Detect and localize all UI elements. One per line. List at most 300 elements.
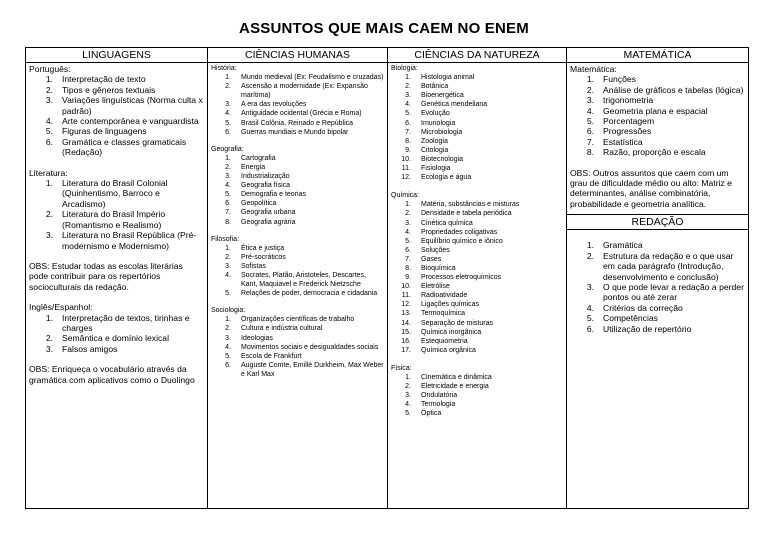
list-item-text: Citologia	[421, 146, 449, 154]
list-item-number: 9.	[405, 274, 411, 282]
list-item	[391, 291, 563, 300]
list-item	[211, 324, 384, 333]
list-item	[29, 74, 204, 84]
list-item-text: Utilização de repertório	[603, 323, 692, 334]
section-geografia	[211, 145, 384, 227]
list-item-number: 2.	[225, 325, 231, 333]
list-item-number: 6.	[45, 136, 53, 147]
list-item	[211, 271, 384, 289]
list-item-number: 5.	[225, 119, 231, 127]
list-item-number: 5.	[45, 126, 53, 137]
list-item	[29, 313, 204, 334]
page-title: ASSUNTOS QUE MAIS CAEM NO ENEM	[239, 20, 529, 37]
section-label: História:	[211, 65, 237, 72]
list-item	[211, 253, 384, 262]
list-item	[391, 164, 563, 173]
section-historia	[211, 64, 384, 137]
list-item-text: Ideologias	[241, 334, 273, 342]
list-item-text: Porcentagem	[603, 116, 655, 127]
list-item-text: Escola de Frankfurt	[241, 352, 302, 360]
list-item-number: 3.	[225, 101, 231, 109]
list-item	[29, 333, 204, 343]
list-item	[29, 137, 204, 158]
list-item	[391, 100, 563, 109]
list-item-number: 11.	[401, 292, 411, 300]
list-item-number: 1.	[225, 316, 231, 324]
list-item-number: 3.	[45, 343, 53, 354]
list-item-text: Termoquímica	[421, 310, 465, 318]
list-item-text: Progressões	[603, 126, 652, 137]
list-item-text: Bioquímica	[421, 264, 456, 272]
header-row	[26, 48, 749, 63]
list-item-text: Ecologia e água	[421, 174, 472, 182]
list-item-text: Literatura do Brasil Império (Romantismo e Realismo)	[62, 209, 166, 230]
list-item-text: Química inorgânica	[421, 328, 482, 336]
list-item-text: Demografia e teorias	[241, 191, 306, 199]
list-item	[570, 251, 745, 282]
list-item-number: 3.	[45, 95, 53, 106]
list-item-text: Ondulatória	[421, 392, 458, 400]
list-item	[211, 100, 384, 109]
obs-ingles: OBS: Enriqueça o vocabulário através da gramática com aplicativos como o Duolingo	[29, 364, 195, 385]
list-item-text: Eletrólise	[421, 283, 450, 291]
list-item-text: Biotecnologia	[421, 155, 464, 163]
list-item-number: 10.	[401, 155, 411, 163]
list-item-text: Geografia física	[241, 182, 291, 190]
section-label: Matemática:	[570, 64, 617, 74]
list-item	[29, 95, 204, 116]
list-item	[391, 155, 563, 164]
list-item-number: 6.	[225, 200, 231, 208]
list-item-number: 3.	[405, 219, 411, 227]
list-item-text: Auguste Comte, Emillé Durkheim, Max Weber e Karl Max	[241, 361, 384, 378]
list-item-text: Pré-socráticos	[241, 253, 286, 261]
list-item-text: Tipos e gêneros textuais	[62, 84, 156, 95]
natureza-column	[388, 63, 567, 509]
section-portugues	[29, 64, 204, 158]
list-item-number: 8.	[586, 147, 594, 158]
list-item-text: Falsos amigos	[62, 343, 118, 354]
list-item-number: 1.	[405, 74, 411, 82]
list-item-text: Termologia	[421, 401, 456, 409]
list-item	[391, 137, 563, 146]
list-item	[211, 172, 384, 181]
list-item	[391, 346, 563, 355]
list-item-text: Literatura no Brasil República (Pré-modernismo e Modernismo)	[62, 230, 197, 251]
section-quimica	[391, 191, 563, 355]
list-item-number: 14.	[401, 319, 411, 327]
list-item	[211, 208, 384, 217]
list-item-text: Ascensão a modernidade (Ex: Expansão marítima)	[241, 83, 368, 100]
list-item	[29, 230, 204, 251]
list-item	[29, 344, 204, 354]
list-item	[391, 128, 563, 137]
list-item	[570, 303, 745, 313]
list-item	[29, 178, 204, 209]
list-item-text: Sofistas	[241, 262, 266, 270]
header-humanas: CIÊNCIAS HUMANAS	[208, 48, 388, 63]
section-label: Filosofia:	[211, 235, 240, 243]
linguagens-column	[26, 63, 208, 509]
list-item-number: 3.	[225, 262, 231, 270]
list-item-number: 1.	[225, 154, 231, 162]
list-item-text: Estrutura da redação e o que usar em cada parágrafo (Introdução, desenvolvimento e conclusão)	[603, 250, 734, 282]
list-item	[29, 126, 204, 136]
list-item-number: 7.	[586, 136, 594, 147]
list-item	[211, 289, 384, 298]
header-redacao: REDAÇÃO	[567, 214, 748, 230]
list-item-text: Guerras mundiais e Mundo bipolar	[241, 128, 349, 136]
list-item-text: Gramática e classes gramaticais (Redação)	[62, 136, 187, 158]
list-item-number: 7.	[225, 209, 231, 217]
list-item-number: 4.	[45, 116, 53, 127]
header-matematica: MATEMÁTICA	[567, 48, 749, 63]
list-item	[391, 246, 563, 255]
list-item-text: Mundo medieval (Ex: Feudalismo e cruzadas)	[241, 74, 384, 82]
list-item-number: 3.	[45, 230, 53, 241]
list-item-number: 2.	[405, 383, 411, 391]
list-item-text: Cinética química	[421, 219, 473, 227]
section-label: Português:	[29, 64, 71, 74]
list-item-text: Funções	[603, 74, 636, 85]
list-item-text: Microbiologia	[421, 128, 463, 136]
list-item-number: 10.	[401, 283, 411, 291]
list-item-text: Estatística	[603, 136, 643, 147]
list-item-text: Geometria plana e espacial	[603, 105, 708, 116]
list-item-text: Geografia agrária	[241, 218, 296, 226]
list-item	[570, 95, 745, 105]
numbered-list	[211, 244, 384, 299]
list-item	[391, 409, 563, 418]
numbered-list	[570, 74, 745, 157]
list-item-number: 2.	[586, 250, 594, 261]
section-filosofia	[211, 235, 384, 299]
list-item-number: 4.	[225, 271, 231, 279]
list-item-text: Antiguidade ocidental (Grécia e Roma)	[241, 110, 362, 118]
list-item-text: Eletricidade e energia	[421, 383, 489, 391]
list-item-text: Química orgânica	[421, 346, 476, 354]
list-item-number: 11.	[401, 165, 411, 173]
list-item-number: 5.	[586, 313, 594, 324]
list-item	[391, 73, 563, 82]
list-item-text: Critérios da correção	[603, 302, 683, 313]
section-matematica	[570, 64, 745, 158]
list-item-number: 2.	[586, 84, 594, 95]
section-label: Biologia:	[391, 65, 418, 72]
list-item	[391, 82, 563, 91]
section-ingles	[29, 302, 204, 354]
list-item-number: 3.	[586, 281, 594, 292]
list-item-number: 8.	[405, 137, 411, 145]
list-item-number: 6.	[225, 361, 231, 369]
list-item-number: 12.	[401, 301, 411, 309]
list-item-number: 1.	[45, 312, 53, 323]
list-item-text: Arte contemporânea e vanguardista	[62, 116, 199, 127]
list-item-number: 7.	[405, 128, 411, 136]
numbered-list	[391, 73, 563, 182]
list-item-text: Cinemática e dinâmica	[421, 374, 492, 381]
humanas-column	[208, 63, 388, 509]
list-item	[211, 128, 384, 137]
list-item-number: 16.	[401, 337, 411, 345]
list-item-text: Geografia urbana	[241, 209, 296, 217]
header-linguagens: LINGUAGENS	[26, 48, 208, 63]
list-item-number: 4.	[405, 401, 411, 409]
list-item	[391, 219, 563, 228]
list-item	[570, 282, 745, 303]
list-item-text: Zoologia	[421, 137, 448, 145]
list-item-text: Propriedades coligativas	[421, 228, 498, 236]
list-item-number: 15.	[401, 328, 411, 336]
numbered-list	[570, 240, 745, 334]
list-item-number: 1.	[586, 74, 594, 85]
list-item-text: Ética e justiça	[241, 244, 285, 252]
list-item-text: Matéria, substâncias e misturas	[421, 201, 520, 209]
numbered-list	[29, 74, 204, 157]
list-item-text: Energia	[241, 163, 266, 171]
list-item-text: trigonometria	[603, 95, 654, 106]
list-item-number: 2.	[405, 210, 411, 218]
list-item-number: 3.	[405, 92, 411, 100]
list-item	[391, 373, 563, 382]
list-item	[211, 119, 384, 128]
list-item-text: Cartografia	[241, 154, 276, 162]
list-item-text: Fisiologia	[421, 165, 451, 173]
list-item	[391, 273, 563, 282]
content-row	[26, 63, 749, 509]
list-item	[391, 264, 563, 273]
list-item-number: 5.	[225, 290, 231, 298]
list-item-number: 5.	[225, 352, 231, 360]
list-item	[211, 154, 384, 163]
list-item-number: 5.	[405, 237, 411, 245]
list-item-number: 6.	[225, 128, 231, 136]
list-item-number: 6.	[405, 246, 411, 254]
list-item-number: 3.	[586, 95, 594, 106]
section-fisica	[391, 364, 563, 419]
list-item	[211, 109, 384, 118]
list-item-text: Estequiometria	[421, 337, 468, 345]
list-item-text: Organizações científicas de trabalho	[241, 316, 355, 324]
list-item-text: Interpretação de textos, tirinhas e charges	[62, 312, 190, 333]
list-item-text: Botânica	[421, 83, 449, 91]
list-item	[570, 85, 745, 95]
list-item-number: 17.	[401, 346, 411, 354]
list-item-number: 7.	[405, 255, 411, 263]
list-item-number: 13.	[401, 310, 411, 318]
list-item-number: 5.	[586, 116, 594, 127]
section-redacao	[570, 240, 745, 334]
list-item-text: Soluções	[421, 246, 450, 254]
section-label: Química:	[391, 192, 420, 200]
list-item-number: 2.	[225, 83, 231, 91]
list-item-number: 8.	[405, 264, 411, 272]
list-item-text: Densidade e tabela periódica	[421, 210, 512, 218]
header-natureza: CIÊNCIAS DA NATUREZA	[388, 48, 567, 63]
list-item-number: 3.	[225, 173, 231, 181]
list-item-text: Análise de gráficos e tabelas (lógica)	[603, 84, 744, 95]
list-item-text: Imunologia	[421, 119, 456, 127]
list-item	[570, 74, 745, 84]
matematica-column	[567, 63, 749, 509]
list-item	[391, 255, 563, 264]
list-item	[211, 343, 384, 352]
list-item-number: 1.	[225, 244, 231, 252]
list-item-text: Literatura do Brasil Colonial (Quinhentismo, Barroco e Arcadismo)	[62, 178, 168, 209]
subjects-table	[25, 47, 749, 509]
list-item-text: Equilíbrio químico e iônico	[421, 237, 503, 245]
list-item-text: Óptica	[421, 410, 442, 418]
list-item-number: 4.	[225, 110, 231, 118]
list-item-text: Figuras de linguagens	[62, 126, 147, 137]
list-item-number: 2.	[405, 83, 411, 91]
list-item	[570, 240, 745, 250]
list-item	[570, 116, 745, 126]
list-item-text: Competências	[603, 313, 658, 324]
list-item	[391, 337, 563, 346]
list-item	[391, 91, 563, 100]
obs-matematica: OBS: Outros assuntos que caem com um grau de dificuldade médio ou alto: Matriz e determinantes, análise combinatória, probabilidade e geometria analítica.	[570, 167, 732, 209]
list-item-text: Genética mendeliana	[421, 101, 488, 109]
list-item-number: 1.	[586, 240, 594, 251]
list-item	[29, 85, 204, 95]
list-item-number: 1.	[405, 201, 411, 209]
list-item	[211, 163, 384, 172]
list-item	[211, 181, 384, 190]
list-item	[211, 218, 384, 227]
list-item	[391, 328, 563, 337]
obs-literatura: OBS: Estudar todas as escolas literárias pode contribuir para os repertórios socioculturais da redação.	[29, 260, 183, 292]
list-item-text: Bioenergética	[421, 92, 464, 100]
list-item-number: 1.	[45, 74, 53, 85]
list-item	[391, 400, 563, 409]
list-item-text: Processos eletroquímicos	[421, 274, 502, 282]
list-item-number: 4.	[225, 182, 231, 190]
section-biologia	[391, 64, 563, 182]
list-item-text: Cultura e indústria cultural	[241, 325, 323, 333]
list-item-number: 5.	[225, 191, 231, 199]
list-item-text: Evolução	[421, 110, 450, 118]
list-item	[391, 282, 563, 291]
list-item-text: Geopolítica	[241, 200, 277, 208]
list-item-text: Interpretação de texto	[62, 74, 146, 85]
list-item-text: Gramática	[603, 240, 643, 251]
list-item-number: 1.	[225, 74, 231, 82]
list-item-number: 4.	[405, 101, 411, 109]
list-item	[211, 352, 384, 361]
list-item-number: 9.	[405, 146, 411, 154]
list-item-number: 2.	[225, 253, 231, 261]
list-item	[29, 209, 204, 230]
list-item	[211, 82, 384, 100]
list-item	[391, 109, 563, 118]
numbered-list	[211, 315, 384, 379]
list-item-number: 12.	[401, 174, 411, 182]
list-item-text: Movimentos sociais e desigualdades sociais	[241, 343, 379, 351]
list-item-number: 3.	[225, 334, 231, 342]
list-item	[211, 334, 384, 343]
list-item	[391, 173, 563, 182]
list-item	[570, 324, 745, 334]
section-label: Geografia:	[211, 145, 244, 153]
list-item	[391, 319, 563, 328]
list-item	[211, 199, 384, 208]
list-item-text: Relações de poder, democracia e cidadania	[241, 290, 378, 298]
list-item-text: Razão, proporção e escala	[603, 147, 706, 158]
numbered-list	[29, 178, 204, 251]
list-item-number: 4.	[225, 343, 231, 351]
list-item-number: 4.	[586, 105, 594, 116]
section-label: Literatura:	[29, 167, 68, 178]
list-item-number: 2.	[45, 84, 53, 95]
list-item	[391, 119, 563, 128]
list-item-text: Variações linguísticas (Norma culta x padrão)	[62, 95, 203, 116]
list-item-number: 6.	[405, 119, 411, 127]
list-item-number: 2.	[45, 333, 53, 344]
list-item	[570, 106, 745, 116]
list-item	[570, 147, 745, 157]
list-item-number: 2.	[225, 163, 231, 171]
list-item	[391, 237, 563, 246]
list-item	[211, 262, 384, 271]
list-item	[211, 244, 384, 253]
list-item	[211, 315, 384, 324]
list-item-text: Socrates, Platão, Aristoteles, Descartes, Kant, Maquiavel e Frederick Nietzsche	[241, 271, 366, 289]
numbered-list	[391, 373, 563, 418]
list-item	[391, 391, 563, 400]
list-item-text: A era das revoluções	[241, 101, 307, 109]
list-item-number: 4.	[405, 228, 411, 236]
section-sociologia	[211, 306, 384, 379]
list-item-text: Industrialização	[241, 173, 290, 181]
list-item-number: 1.	[405, 374, 411, 381]
list-item	[391, 200, 563, 209]
list-item	[570, 313, 745, 323]
list-item	[391, 309, 563, 318]
list-item	[391, 209, 563, 218]
list-item	[391, 382, 563, 391]
list-item-number: 2.	[45, 209, 53, 220]
list-item-text: Histologia animal	[421, 74, 475, 82]
list-item	[570, 126, 745, 136]
list-item-number: 4.	[586, 302, 594, 313]
list-item-number: 5.	[405, 410, 411, 418]
numbered-list	[211, 73, 384, 137]
list-item	[391, 146, 563, 155]
list-item-number: 1.	[45, 178, 53, 189]
list-item-number: 5.	[405, 110, 411, 118]
list-item	[391, 300, 563, 309]
section-label: Sociologia:	[211, 307, 246, 315]
numbered-list	[29, 313, 204, 355]
list-item-text: Ligações químicas	[421, 301, 479, 309]
list-item-number: 8.	[225, 218, 231, 226]
list-item-text: O que pode levar a redação a perder pontos ou até zerar	[603, 281, 744, 303]
list-item-text: Semântica e domínio lexical	[62, 333, 169, 344]
list-item	[570, 137, 745, 147]
section-label: Inglês/Espanhol:	[29, 302, 93, 313]
list-item-text: Radioatividade	[421, 292, 468, 300]
list-item-number: 3.	[405, 392, 411, 400]
list-item	[29, 116, 204, 126]
list-item	[211, 73, 384, 82]
list-item-text: Separação de misturas	[421, 319, 493, 327]
list-item-text: Gases	[421, 255, 442, 263]
section-label: Física:	[391, 364, 412, 372]
list-item-number: 6.	[586, 126, 594, 137]
numbered-list	[391, 200, 563, 355]
list-item	[211, 190, 384, 199]
